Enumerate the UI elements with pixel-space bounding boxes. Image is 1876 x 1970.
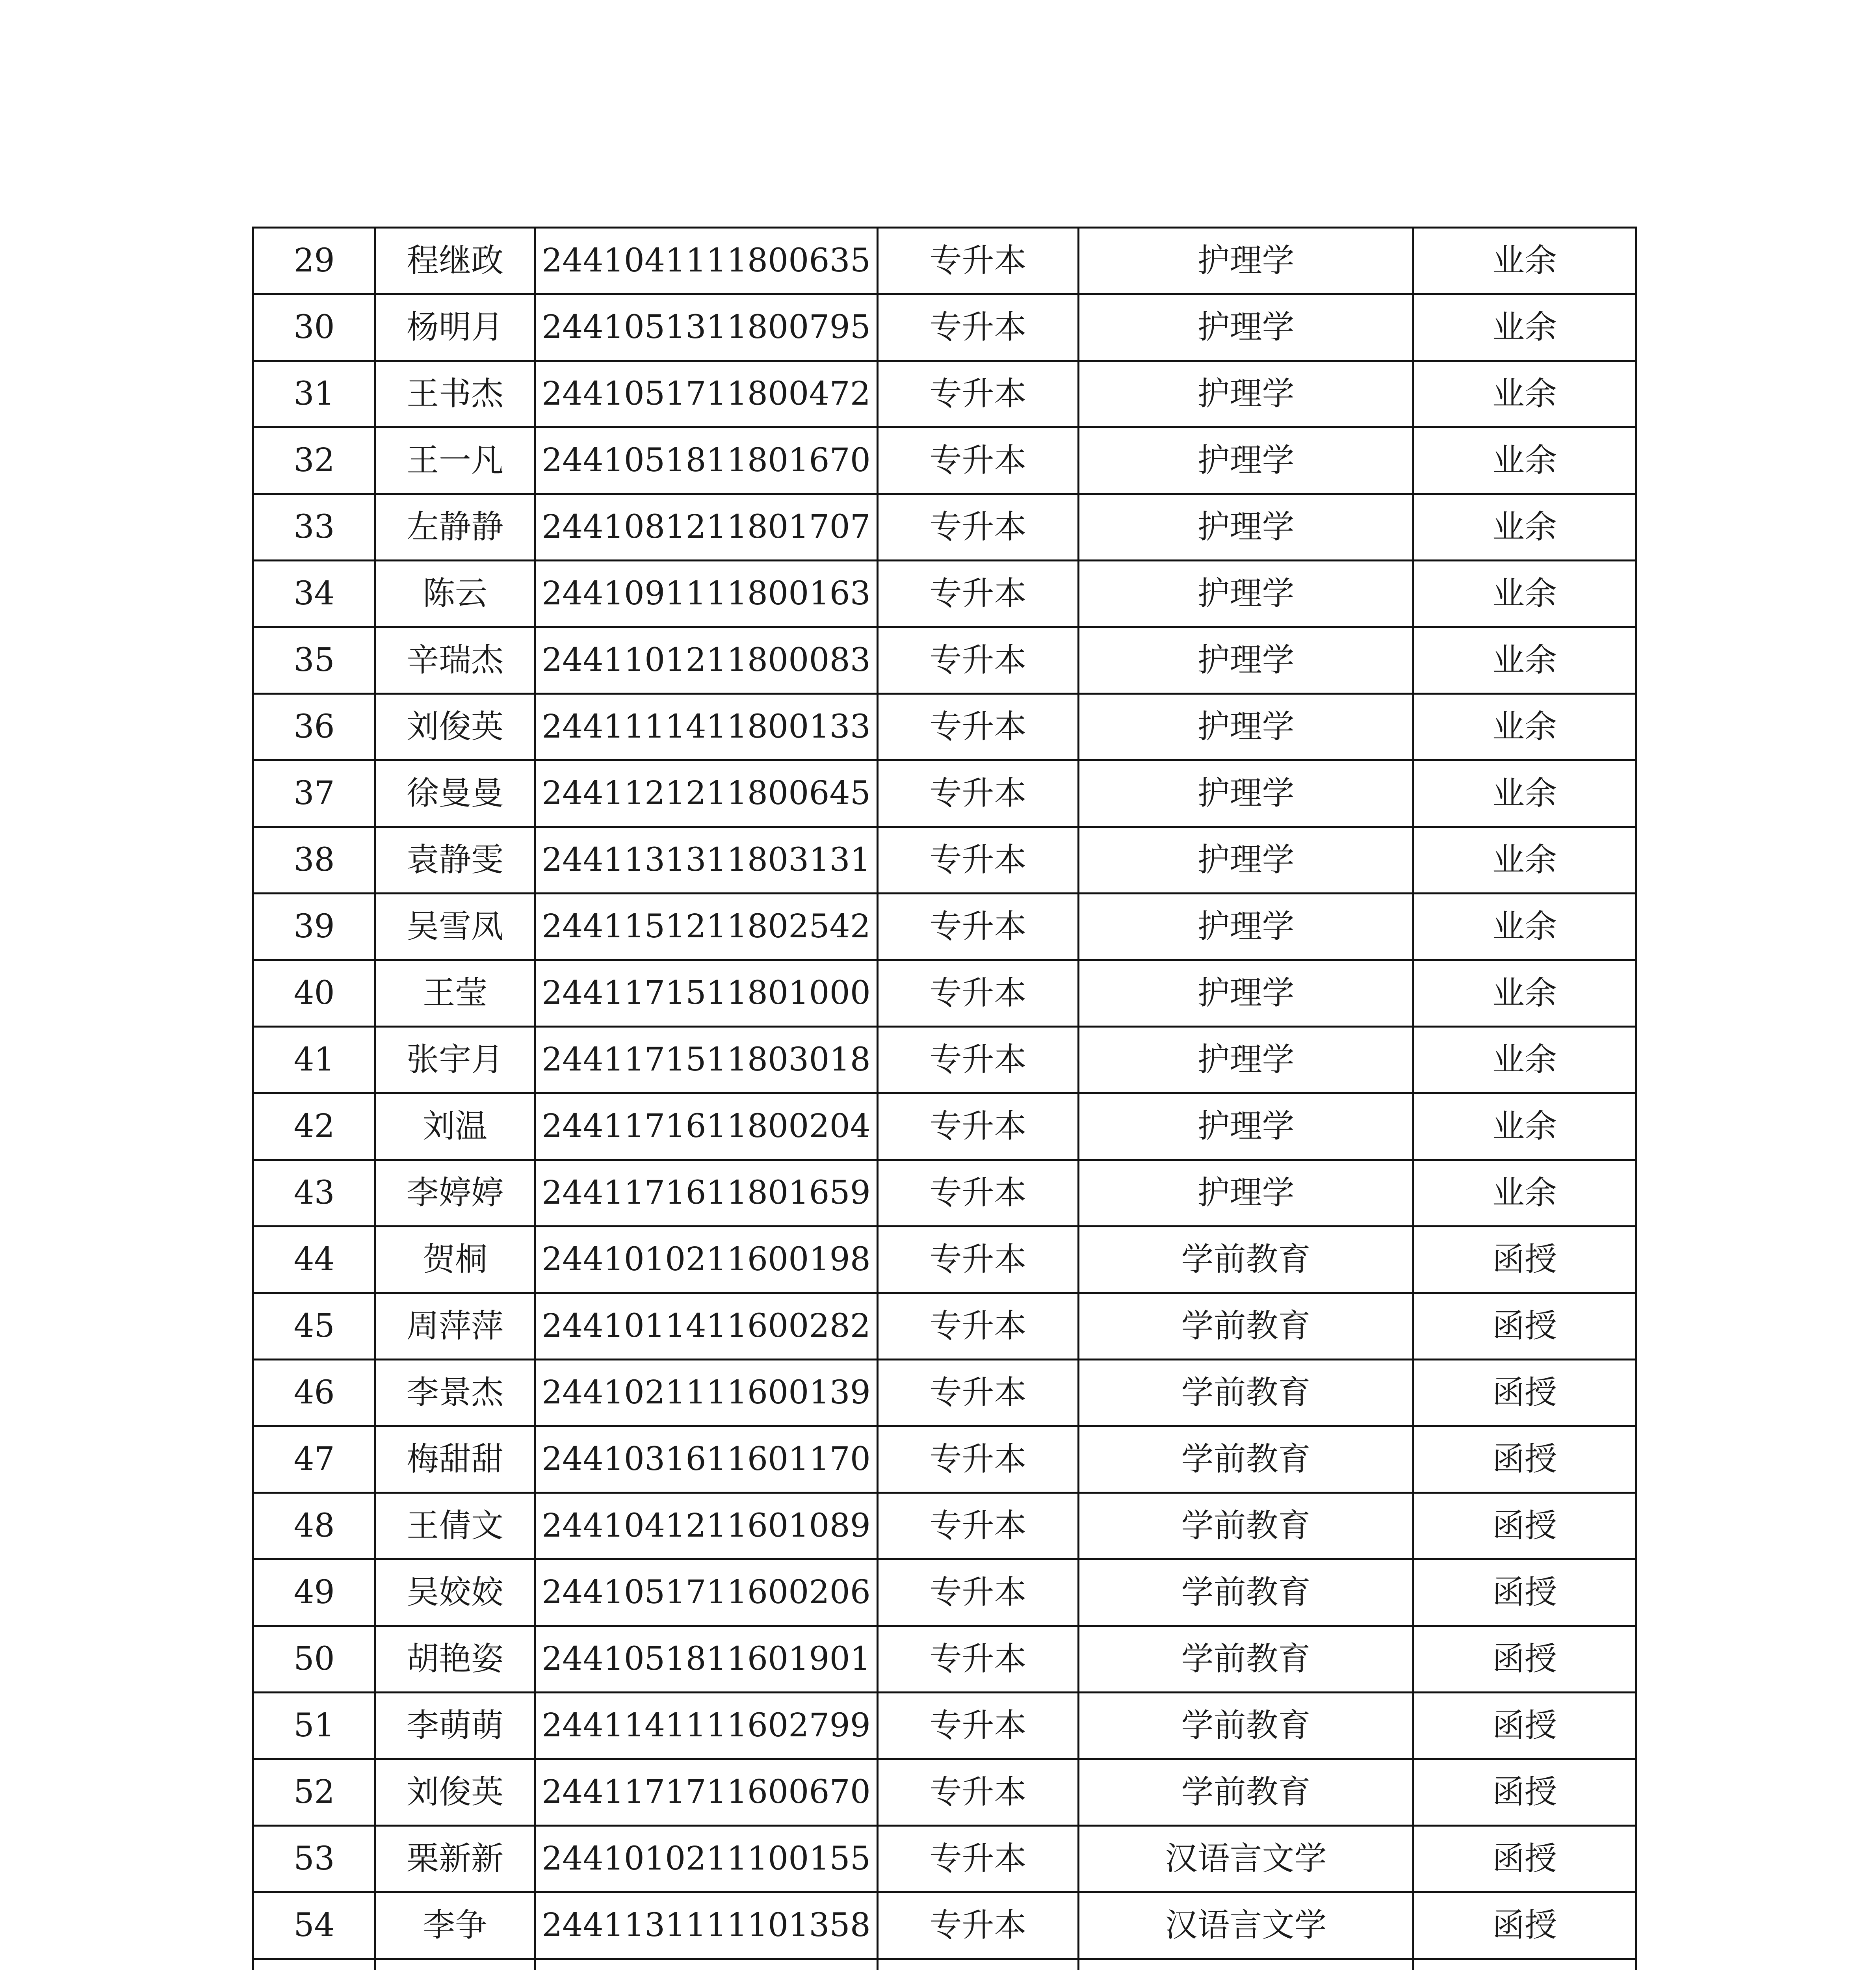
table-row [253,1160,1636,1227]
student-name-cell: 李婷婷 [375,1160,535,1227]
study-level-cell: 专升本 [878,694,1079,760]
study-form-cell: 业余 [1414,894,1636,960]
study-level-cell: 专升本 [878,361,1079,427]
major-cell: 护理学 [1079,228,1414,294]
major-cell: 护理学 [1079,494,1414,561]
study-level-cell: 专升本 [878,827,1079,894]
study-level-cell [878,1959,1079,1970]
student-name-cell: 王书杰 [375,361,535,427]
exam-number-cell: 2441171711600670 [535,1759,878,1826]
row-number-cell: 49 [253,1559,375,1626]
study-level-cell: 专升本 [878,294,1079,361]
major-cell: 护理学 [1079,894,1414,960]
row-number-cell: 39 [253,894,375,960]
exam-number-cell: 2441101211800083 [535,627,878,694]
major-cell: 护理学 [1079,827,1414,894]
study-level-cell: 专升本 [878,1693,1079,1759]
student-name-cell: 王莹 [375,960,535,1027]
exam-number-cell: 2441051811601901 [535,1626,878,1693]
study-form-cell: 业余 [1414,1027,1636,1093]
table-row [253,1959,1636,1970]
study-level-cell: 专升本 [878,1227,1079,1293]
study-form-cell: 业余 [1414,627,1636,694]
exam-number-cell: 2441041111800635 [535,228,878,294]
student-name-cell: 王倩文 [375,1493,535,1559]
exam-number-cell: 2441081211801707 [535,494,878,561]
study-form-cell: 业余 [1414,427,1636,494]
exam-number-cell [535,1959,878,1970]
table-row [253,894,1636,960]
table-row [253,294,1636,361]
study-form-cell: 函授 [1414,1559,1636,1626]
student-name-cell [375,1959,535,1970]
student-name-cell: 梅甜甜 [375,1426,535,1493]
student-name-cell: 张宇月 [375,1027,535,1093]
table-row [253,1626,1636,1693]
major-cell: 学前教育 [1079,1360,1414,1426]
exam-number-cell: 2441171611801659 [535,1160,878,1227]
student-name-cell: 刘俊英 [375,1759,535,1826]
student-name-cell: 程继政 [375,228,535,294]
exam-number-cell: 2441131311803131 [535,827,878,894]
exam-number-cell: 2441051811801670 [535,427,878,494]
study-level-cell: 专升本 [878,960,1079,1027]
exam-number-cell: 2441091111800163 [535,561,878,627]
major-cell: 护理学 [1079,1160,1414,1227]
exam-number-cell: 2441010211600198 [535,1227,878,1293]
student-name-cell: 栗新新 [375,1826,535,1892]
row-number-cell: 48 [253,1493,375,1559]
study-level-cell: 专升本 [878,1826,1079,1892]
exam-number-cell: 2441021111600139 [535,1360,878,1426]
study-level-cell: 专升本 [878,427,1079,494]
study-level-cell: 专升本 [878,1759,1079,1826]
row-number-cell: 31 [253,361,375,427]
student-name-cell: 杨明月 [375,294,535,361]
study-form-cell: 函授 [1414,1826,1636,1892]
table-row [253,627,1636,694]
exam-number-cell: 2441131111101358 [535,1892,878,1959]
student-name-cell: 胡艳姿 [375,1626,535,1693]
row-number-cell: 50 [253,1626,375,1693]
study-form-cell: 业余 [1414,228,1636,294]
student-name-cell: 王一凡 [375,427,535,494]
roster-table-body [253,228,1636,1970]
table-row [253,760,1636,827]
exam-number-cell: 2441051711600206 [535,1559,878,1626]
study-form-cell: 业余 [1414,494,1636,561]
student-name-cell: 陈云 [375,561,535,627]
table-row [253,1826,1636,1892]
exam-number-cell: 2441171511801000 [535,960,878,1027]
exam-number-cell: 2441121211800645 [535,760,878,827]
student-name-cell: 袁静雯 [375,827,535,894]
study-level-cell: 专升本 [878,894,1079,960]
row-number-cell: 38 [253,827,375,894]
study-form-cell: 函授 [1414,1493,1636,1559]
study-form-cell: 函授 [1414,1426,1636,1493]
study-form-cell: 业余 [1414,694,1636,760]
student-name-cell: 贺桐 [375,1227,535,1293]
table-row [253,1693,1636,1759]
row-number-cell: 33 [253,494,375,561]
study-level-cell: 专升本 [878,561,1079,627]
row-number-cell: 46 [253,1360,375,1426]
study-form-cell: 函授 [1414,1759,1636,1826]
major-cell: 汉语言文学 [1079,1826,1414,1892]
study-form-cell: 函授 [1414,1892,1636,1959]
major-cell: 汉语言文学 [1079,1892,1414,1959]
study-level-cell: 专升本 [878,494,1079,561]
row-number-cell: 30 [253,294,375,361]
exam-number-cell: 2441151211802542 [535,894,878,960]
row-number-cell: 45 [253,1293,375,1360]
exam-number-cell: 2441031611601170 [535,1426,878,1493]
study-form-cell: 函授 [1414,1626,1636,1693]
table-row [253,494,1636,561]
major-cell: 护理学 [1079,294,1414,361]
study-form-cell: 业余 [1414,361,1636,427]
major-cell: 学前教育 [1079,1227,1414,1293]
student-name-cell: 徐曼曼 [375,760,535,827]
major-cell: 护理学 [1079,561,1414,627]
study-level-cell: 专升本 [878,1559,1079,1626]
table-row [253,827,1636,894]
study-form-cell: 函授 [1414,1693,1636,1759]
study-form-cell: 业余 [1414,1093,1636,1160]
study-level-cell: 专升本 [878,1160,1079,1227]
table-row [253,228,1636,294]
study-form-cell: 业余 [1414,1160,1636,1227]
student-name-cell: 刘俊英 [375,694,535,760]
row-number-cell: 52 [253,1759,375,1826]
row-number-cell: 54 [253,1892,375,1959]
study-form-cell: 业余 [1414,960,1636,1027]
study-form-cell: 函授 [1414,1227,1636,1293]
exam-number-cell: 2441010211100155 [535,1826,878,1892]
major-cell: 护理学 [1079,1027,1414,1093]
student-name-cell: 李争 [375,1892,535,1959]
study-form-cell: 业余 [1414,294,1636,361]
table-row [253,561,1636,627]
student-name-cell: 辛瑞杰 [375,627,535,694]
major-cell: 护理学 [1079,960,1414,1027]
study-form-cell: 函授 [1414,1360,1636,1426]
row-number-cell: 42 [253,1093,375,1160]
row-number-cell: 37 [253,760,375,827]
study-level-cell: 专升本 [878,1027,1079,1093]
exam-number-cell: 2441041211601089 [535,1493,878,1559]
study-level-cell: 专升本 [878,1626,1079,1693]
major-cell: 学前教育 [1079,1626,1414,1693]
student-name-cell: 吴姣姣 [375,1559,535,1626]
table-row [253,361,1636,427]
row-number-cell: 36 [253,694,375,760]
exam-number-cell: 2441171611800204 [535,1093,878,1160]
student-name-cell: 刘温 [375,1093,535,1160]
major-cell: 学前教育 [1079,1426,1414,1493]
study-form-cell: 业余 [1414,760,1636,827]
exam-number-cell: 2441051311800795 [535,294,878,361]
study-level-cell: 专升本 [878,627,1079,694]
study-level-cell: 专升本 [878,228,1079,294]
major-cell: 学前教育 [1079,1559,1414,1626]
table-row [253,1493,1636,1559]
row-number-cell: 34 [253,561,375,627]
table-row [253,1093,1636,1160]
table-row [253,1227,1636,1293]
major-cell: 学前教育 [1079,1293,1414,1360]
table-row [253,1426,1636,1493]
study-level-cell: 专升本 [878,1093,1079,1160]
major-cell: 护理学 [1079,694,1414,760]
major-cell: 护理学 [1079,760,1414,827]
student-name-cell: 李萌萌 [375,1693,535,1759]
row-number-cell: 44 [253,1227,375,1293]
major-cell: 学前教育 [1079,1759,1414,1826]
major-cell: 护理学 [1079,361,1414,427]
study-form-cell: 函授 [1414,1293,1636,1360]
row-number-cell: 29 [253,228,375,294]
table-row [253,1759,1636,1826]
row-number-cell: 43 [253,1160,375,1227]
study-level-cell: 专升本 [878,760,1079,827]
table-row [253,960,1636,1027]
study-level-cell: 专升本 [878,1360,1079,1426]
row-number-cell: 35 [253,627,375,694]
row-number-cell: 47 [253,1426,375,1493]
student-name-cell: 李景杰 [375,1360,535,1426]
table-row [253,694,1636,760]
major-cell: 护理学 [1079,427,1414,494]
study-form-cell: 业余 [1414,561,1636,627]
student-name-cell: 左静静 [375,494,535,561]
exam-number-cell: 2441141111602799 [535,1693,878,1759]
student-roster-table [252,227,1637,1970]
study-level-cell: 专升本 [878,1426,1079,1493]
row-number-cell [253,1959,375,1970]
row-number-cell: 51 [253,1693,375,1759]
table-row [253,1559,1636,1626]
major-cell: 学前教育 [1079,1693,1414,1759]
study-level-cell: 专升本 [878,1892,1079,1959]
table-row [253,1892,1636,1959]
row-number-cell: 40 [253,960,375,1027]
study-level-cell: 专升本 [878,1293,1079,1360]
table-row [253,427,1636,494]
student-name-cell: 吴雪凤 [375,894,535,960]
table-row [253,1293,1636,1360]
study-form-cell: 业余 [1414,827,1636,894]
exam-number-cell: 2441111411800133 [535,694,878,760]
row-number-cell: 41 [253,1027,375,1093]
table-row [253,1360,1636,1426]
exam-number-cell: 2441051711800472 [535,361,878,427]
study-level-cell: 专升本 [878,1493,1079,1559]
major-cell [1079,1959,1414,1970]
row-number-cell: 53 [253,1826,375,1892]
major-cell: 学前教育 [1079,1493,1414,1559]
exam-number-cell: 2441171511803018 [535,1027,878,1093]
major-cell: 护理学 [1079,1093,1414,1160]
table-row [253,1027,1636,1093]
major-cell: 护理学 [1079,627,1414,694]
row-number-cell: 32 [253,427,375,494]
study-form-cell [1414,1959,1636,1970]
student-name-cell: 周萍萍 [375,1293,535,1360]
exam-number-cell: 2441011411600282 [535,1293,878,1360]
